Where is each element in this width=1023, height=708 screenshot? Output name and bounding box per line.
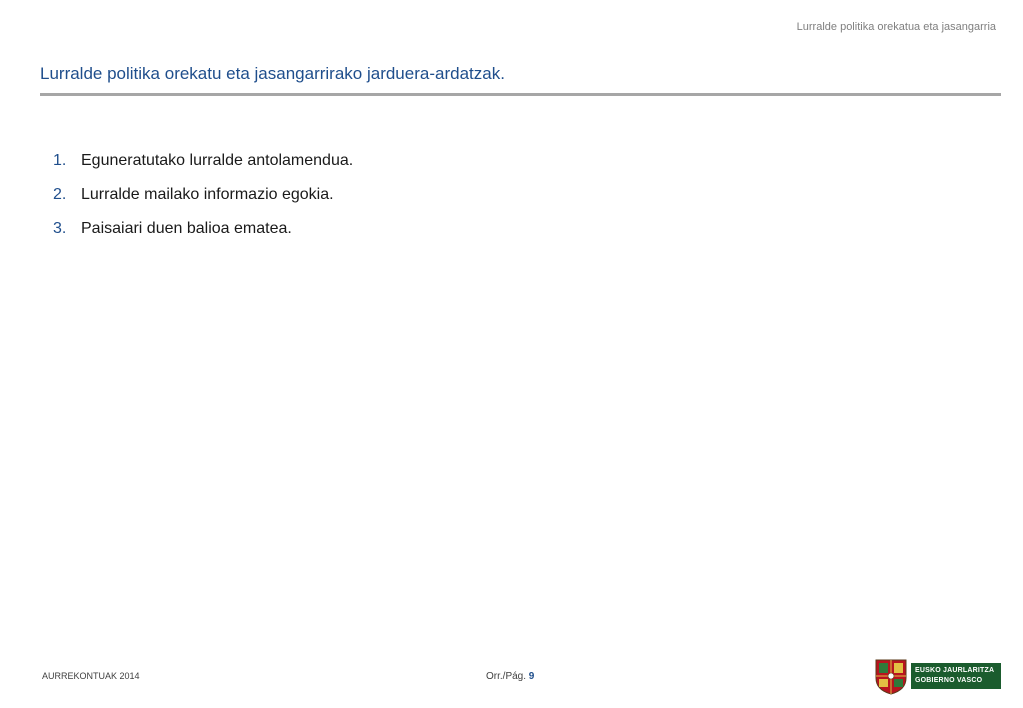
list-item-text: Lurralde mailako informazio egokia. — [81, 186, 334, 203]
list-item-text: Eguneratutako lurralde antolamendua. — [81, 152, 354, 169]
list-item-number: 2. — [53, 186, 67, 203]
coat-of-arms-icon — [873, 656, 909, 696]
page-indicator — [486, 671, 534, 682]
numbered-list — [53, 152, 353, 254]
logo-line-2: GOBIERNO VASCO — [915, 677, 983, 684]
page-label: Orr./Pág. — [486, 671, 527, 682]
list-item-text: Paisaiari duen balioa ematea. — [81, 220, 292, 237]
government-logo — [873, 656, 1001, 696]
list-item-number: 3. — [53, 220, 67, 237]
list-item — [53, 152, 353, 186]
page-number: 9 — [528, 671, 535, 682]
footer-document-name: AURREKONTUAK 2014 — [42, 671, 140, 681]
title-divider — [40, 93, 1001, 96]
logo-wordmark — [911, 663, 1001, 689]
running-header-title: Lurralde politika orekatua eta jasangarria — [796, 21, 996, 33]
list-item-number: 1. — [53, 152, 67, 169]
list-item — [53, 186, 353, 220]
logo-line-1: EUSKO JAURLARITZA — [915, 667, 995, 674]
list-item — [53, 220, 353, 254]
slide-title: Lurralde politika orekatu eta jasangarrirako jarduera-ardatzak. — [40, 64, 505, 83]
